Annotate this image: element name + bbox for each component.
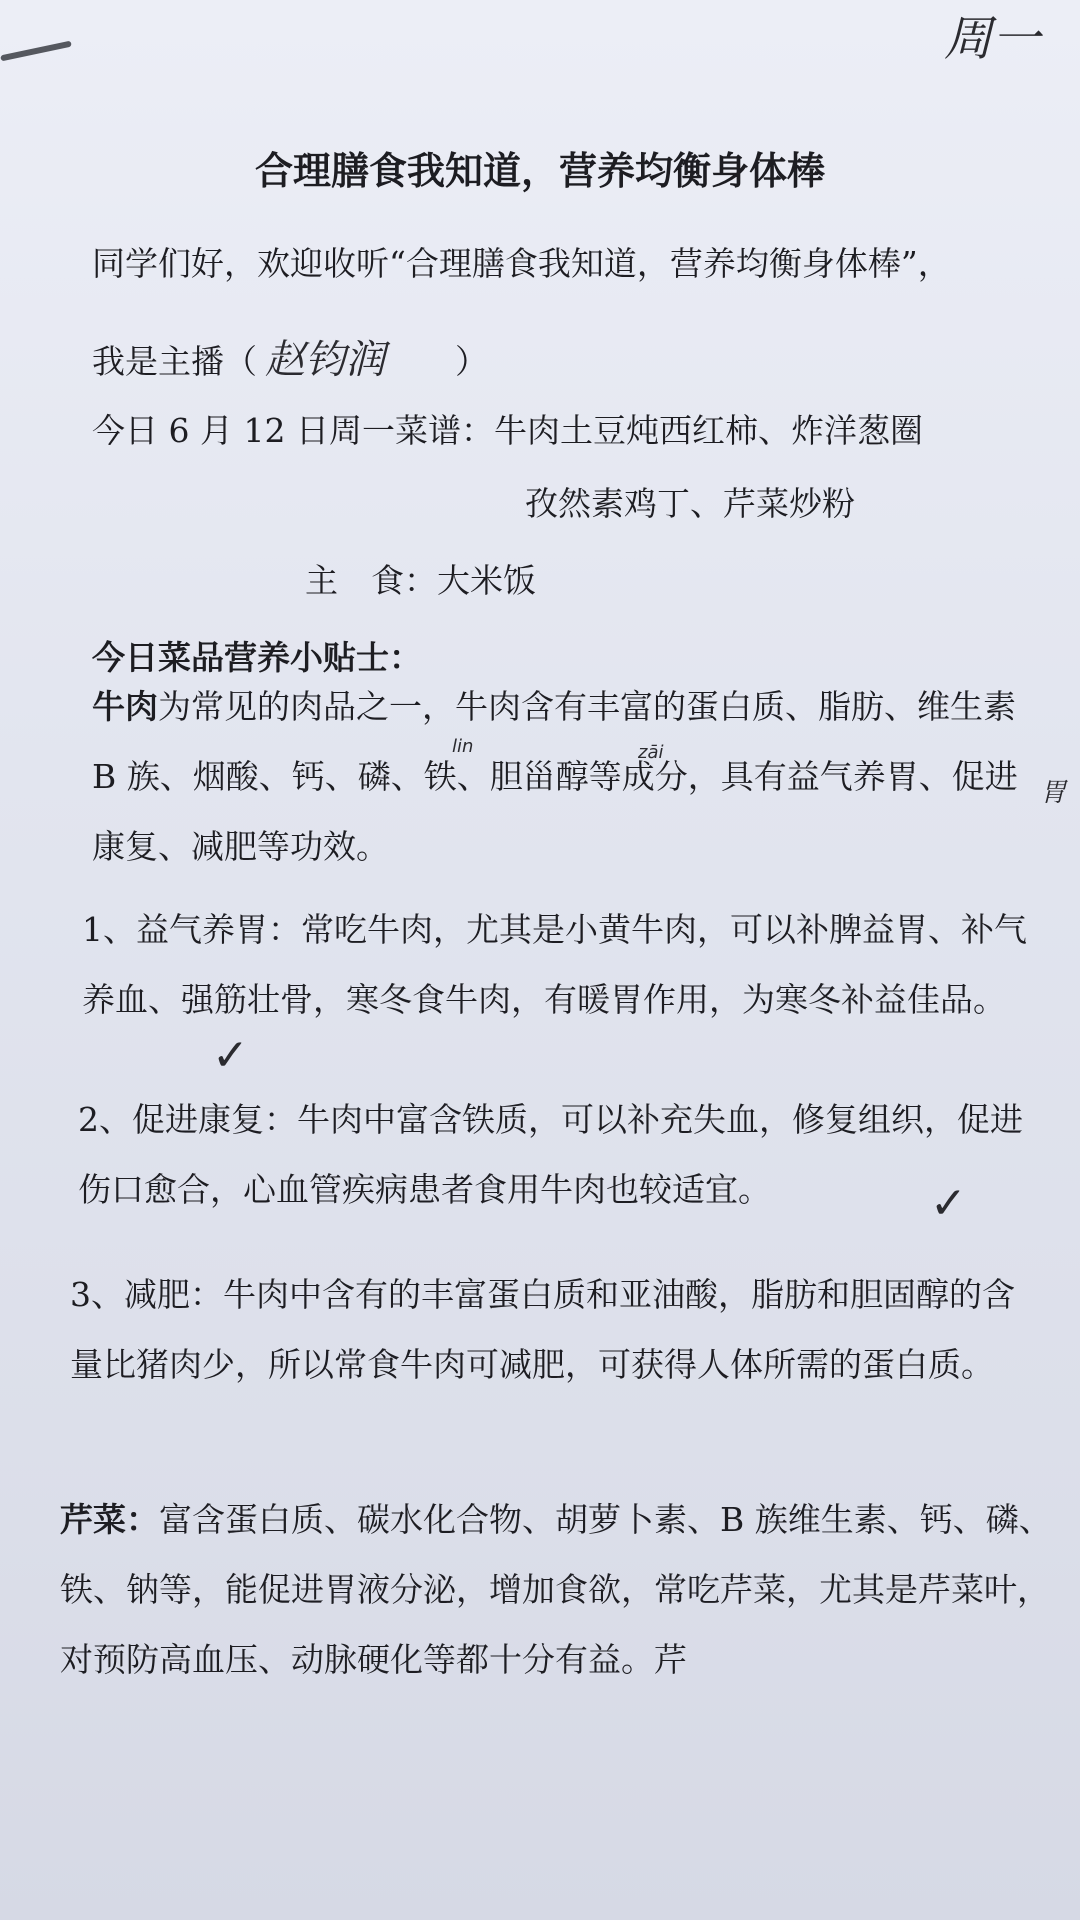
- intro-host-line: [92, 328, 488, 385]
- menu-staple: 主 食：大米饭: [305, 561, 536, 600]
- point-3: 3、减肥：牛肉中含有的丰富蛋白质和亚油酸，脂肪和胆固醇的含量比猪肉少，所以常食牛肉可减肥，可获得人体所需的蛋白质。: [70, 1275, 1015, 1384]
- celery-label: 芹菜：: [60, 1500, 159, 1539]
- handwritten-corner-note: 周一: [943, 11, 1040, 67]
- pinyin-annotation-lin: lin: [452, 736, 474, 757]
- checkmark-icon: ✓: [930, 1178, 967, 1229]
- celery-paragraph: [60, 1485, 1055, 1695]
- celery-text: 富含蛋白质、碳水化合物、胡萝卜素、B 族维生素、钙、磷、铁、钠等，能促进胃液分泌，增加食欲，常吃芹菜，尤其是芹菜叶，对预防高血压、动脉硬化等都十分有益。芹: [60, 1500, 1052, 1679]
- binder-mark: [0, 41, 72, 62]
- page-title: 合理膳食我知道，营养均衡身体棒: [254, 149, 825, 193]
- intro-greeting: 同学们好，欢迎收听“合理膳食我知道，营养均衡身体棒”，: [92, 244, 951, 283]
- host-suffix: ）: [455, 342, 488, 381]
- beef-label: 牛肉: [92, 687, 158, 726]
- pinyin-annotation-zai: zāi: [638, 742, 664, 763]
- host-prefix: 我是主播（: [92, 342, 257, 381]
- beef-text: 为常见的肉品之一，牛肉含有丰富的蛋白质、脂肪、维生素 B 族、烟酸、钙、磷、铁、胆甾醇等成分，具有益气养胃、促进康复、减肥等功效。: [92, 687, 1018, 866]
- point-2: 2、促进康复：牛肉中富含铁质，可以补充失血，修复组织，促进伤口愈合，心血管疾病患者食用牛肉也较适宜。: [78, 1100, 1023, 1209]
- menu-line-1: 今日 6 月 12 日周一菜谱：牛肉土豆炖西红柿、炸洋葱圈: [92, 411, 923, 450]
- tips-heading: 今日菜品营养小贴士：: [92, 638, 422, 677]
- checkmark-icon: ✓: [212, 1030, 249, 1081]
- menu-line-2: 孜然素鸡丁、芹菜炒粉: [525, 484, 855, 523]
- host-name-handwritten: 赵钧润: [265, 337, 385, 383]
- handwritten-margin-note: 胃: [1040, 778, 1067, 808]
- point-1: 1、益气养胃：常吃牛肉，尤其是小黄牛肉，可以补脾益胃、补气养血、强筋壮骨，寒冬食牛肉，有暖胃作用，为寒冬补益佳品。: [82, 910, 1027, 1019]
- beef-paragraph: [92, 672, 1047, 882]
